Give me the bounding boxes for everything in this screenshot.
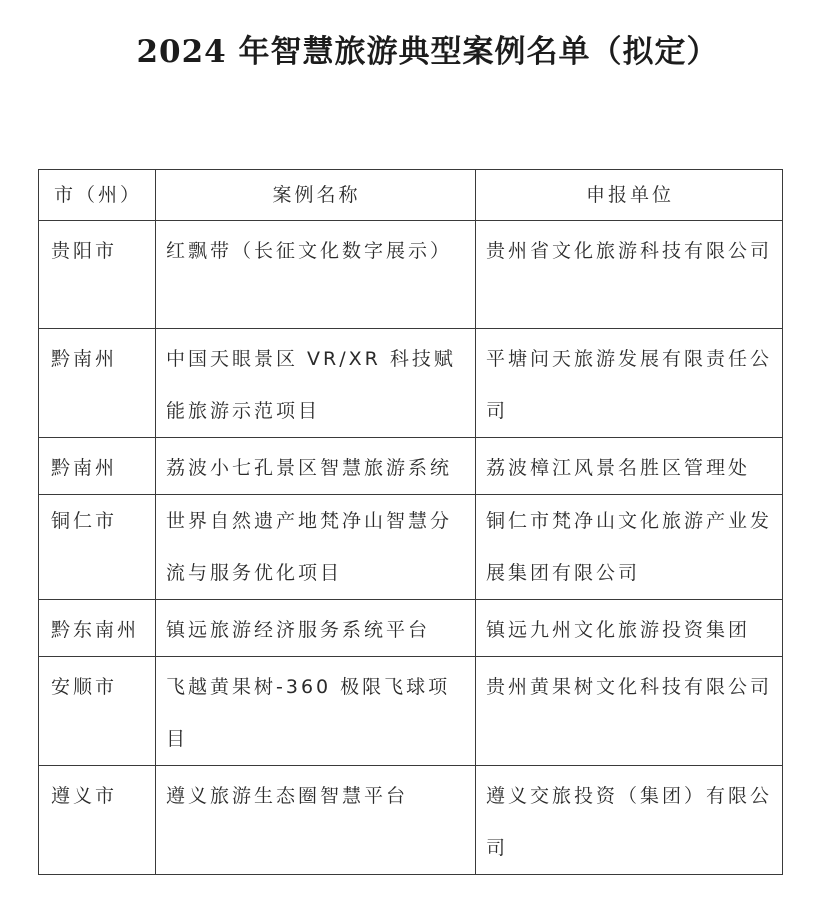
city-cell: 贵阳市 [39,221,156,329]
applicant-cell: 镇远九州文化旅游投资集团 [476,600,783,657]
applicant-cell: 铜仁市梵净山文化旅游产业发展集团有限公司 [476,495,783,600]
table-row [39,600,783,657]
table-row [39,766,783,875]
table-row [39,657,783,766]
case-name-cell: 荔波小七孔景区智慧旅游系统 [156,438,476,495]
case-list-table [38,169,783,875]
case-name-cell: 中国天眼景区 VR/XR 科技赋能旅游示范项目 [156,329,476,438]
case-name-cell: 镇远旅游经济服务系统平台 [156,600,476,657]
table-header-row [39,170,783,221]
city-cell: 遵义市 [39,766,156,875]
city-cell: 黔东南州 [39,600,156,657]
applicant-cell: 贵州省文化旅游科技有限公司 [476,221,783,329]
header-case-name: 案例名称 [156,170,476,221]
header-city: 市（州） [39,170,156,221]
city-cell: 黔南州 [39,438,156,495]
applicant-cell: 平塘问天旅游发展有限责任公司 [476,329,783,438]
applicant-cell: 遵义交旅投资（集团）有限公司 [476,766,783,875]
case-name-cell: 飞越黄果树-360 极限飞球项目 [156,657,476,766]
table-row [39,221,783,329]
applicant-cell: 贵州黄果树文化科技有限公司 [476,657,783,766]
table-row [39,329,783,438]
document-title: 2024 年智慧旅游典型案例名单（拟定） [136,34,719,70]
city-cell: 安顺市 [39,657,156,766]
header-applicant: 申报单位 [476,170,783,221]
case-name-cell: 红飘带（长征文化数字展示） [156,221,476,329]
table-row [39,495,783,600]
city-cell: 铜仁市 [39,495,156,600]
case-name-cell: 世界自然遗产地梵净山智慧分流与服务优化项目 [156,495,476,600]
case-name-cell: 遵义旅游生态圈智慧平台 [156,766,476,875]
table-row [39,438,783,495]
city-cell: 黔南州 [39,329,156,438]
applicant-cell: 荔波樟江风景名胜区管理处 [476,438,783,495]
